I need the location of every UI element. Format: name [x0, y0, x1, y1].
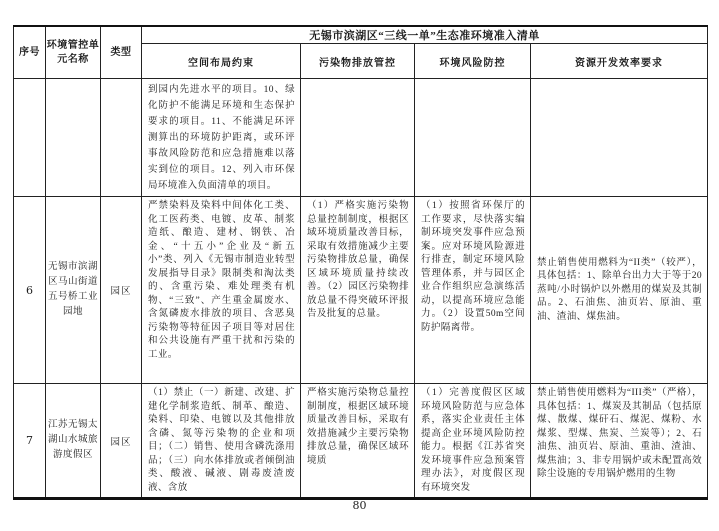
resource-text: 禁止销售使用燃料为“III类”（严格），具体包括：1、煤炭及其制品（包括原煤、散煤、煤矸石、煤泥、煤粉、水煤浆、型煤、焦炭、兰炭等）；2、石油焦、油页岩、原油、重油、渣油、煤焦油；3、非专用锅炉或未配置高效除尘设施的专用锅炉燃用的生物: [537, 388, 702, 479]
cell-type: 园区: [101, 384, 142, 499]
cell-unit-name: 无锡市滨湖区马山街道五号桥工业园地: [46, 197, 101, 384]
cell-resource: [531, 79, 708, 197]
cell-unit-name: 江苏无锡太湖山水城旅游度假区: [46, 384, 101, 499]
pollutant-text: （1）严格实施污染物总量控制制度，根据区域环境质量改善目标，采取有效措施减少主要污染物排放总量，确保区域环境质量持续改善。（2）园区污染物排放总量不得突破环评报告及批复的总量。: [307, 201, 409, 319]
cell-unit-name: [46, 79, 101, 197]
header-type: 类型: [101, 26, 142, 79]
cell-pollutant: [301, 79, 415, 197]
header-resource: 资源开发效率要求: [531, 44, 708, 79]
cell-resource: [531, 384, 708, 499]
header-row-title: [14, 26, 708, 44]
cell-type: 园区: [101, 197, 142, 384]
cell-pollutant: [301, 197, 415, 384]
pollutant-text: 严格实施污染物总量控制制度，根据区域环境质量改善目标，采取有效措施减少主要污染物排放总量，确保区域环境质: [307, 388, 409, 466]
table-row-7: [14, 384, 708, 499]
header-unit-name: 环境管控单元名称: [46, 26, 101, 79]
table-row-continuation: [14, 79, 708, 197]
cell-index: 6: [14, 197, 46, 384]
table-row-6: [14, 197, 708, 384]
header-index: 序号: [14, 26, 46, 79]
cell-pollutant: [301, 384, 415, 499]
spatial-text: （1）禁止（一）新建、改建、扩建化学制浆造纸、制革、酿造、染料、印染、电镀以及其他排放含磷、氮等污染物的企业和项目；（二）销售、使用含磷洗涤用品；（三）向水体排放或者倾倒油类、酸液、碱液、剧毒废渣废液、含放: [148, 388, 295, 493]
header-spatial: 空间布局约束: [142, 44, 301, 79]
cell-index: 7: [14, 384, 46, 499]
risk-text: （1）完善度假区区域环境风险防范与应急体系，落实企业责任主体提高企业环境风险防控能力。根据《江苏省突发环境事件应急预案管理办法》，对度假区现有环境突发: [421, 388, 525, 493]
header-pollutant: 污染物排放管控: [301, 44, 415, 79]
cell-spatial: [142, 79, 301, 197]
table-title: 无锡市滨湖区“三线一单”生态准环境准入清单: [142, 26, 708, 44]
header-risk: 环境风险防控: [415, 44, 531, 79]
eco-access-list-table: [13, 25, 708, 500]
resource-text: 禁止销售使用燃料为“II类”（较严），具体包括：1、除单台出力大于等于20蒸吨/小时锅炉以外燃用的煤炭及其制品。2、石油焦、油页岩、原油、重油、渣油、煤焦油。: [537, 257, 702, 322]
risk-text: （1）按照省环保厅的工作要求，尽快落实编制环境突发事件应急预案。应对环境风险源进行排查，制定环境风险管理体系，并与园区企业合作组织应急演练活动，以提高环境应急能力。（2）设置50m空间防护隔离带。: [421, 201, 525, 333]
spatial-text: 到园内先进水平的项目。10、绿化防护不能满足环境和生态保护要求的项目。11、不能满足环评测算出的环境防护距离，或环评事故风险防范和应急措施难以落实到位的项目。12、列入市环保局环境准入负面清单的项目。: [148, 85, 295, 191]
cell-risk: [415, 197, 531, 384]
cell-index: [14, 79, 46, 197]
spatial-text: 严禁染料及染料中间体化工类、化工医药类、电镀、皮革、制浆造纸、酿造、建材、钢铁、冶金、“十五小”企业及“新五小”类、列入《无锡市制造业转型发展指导目录》限制类和淘汰类的、含重污染、难处理类有机物、“三致”、产生重金属废水、含氮磷废水排放的项目、含恶臭污染物等特征因子项目等对居住和公共设施有严重干扰和污染的工业。: [148, 201, 295, 360]
cell-risk: [415, 384, 531, 499]
cell-type: [101, 79, 142, 197]
cell-risk: [415, 79, 531, 197]
page-number: 80: [352, 499, 367, 512]
cell-resource: [531, 197, 708, 384]
cell-spatial: [142, 197, 301, 384]
cell-spatial: [142, 384, 301, 499]
